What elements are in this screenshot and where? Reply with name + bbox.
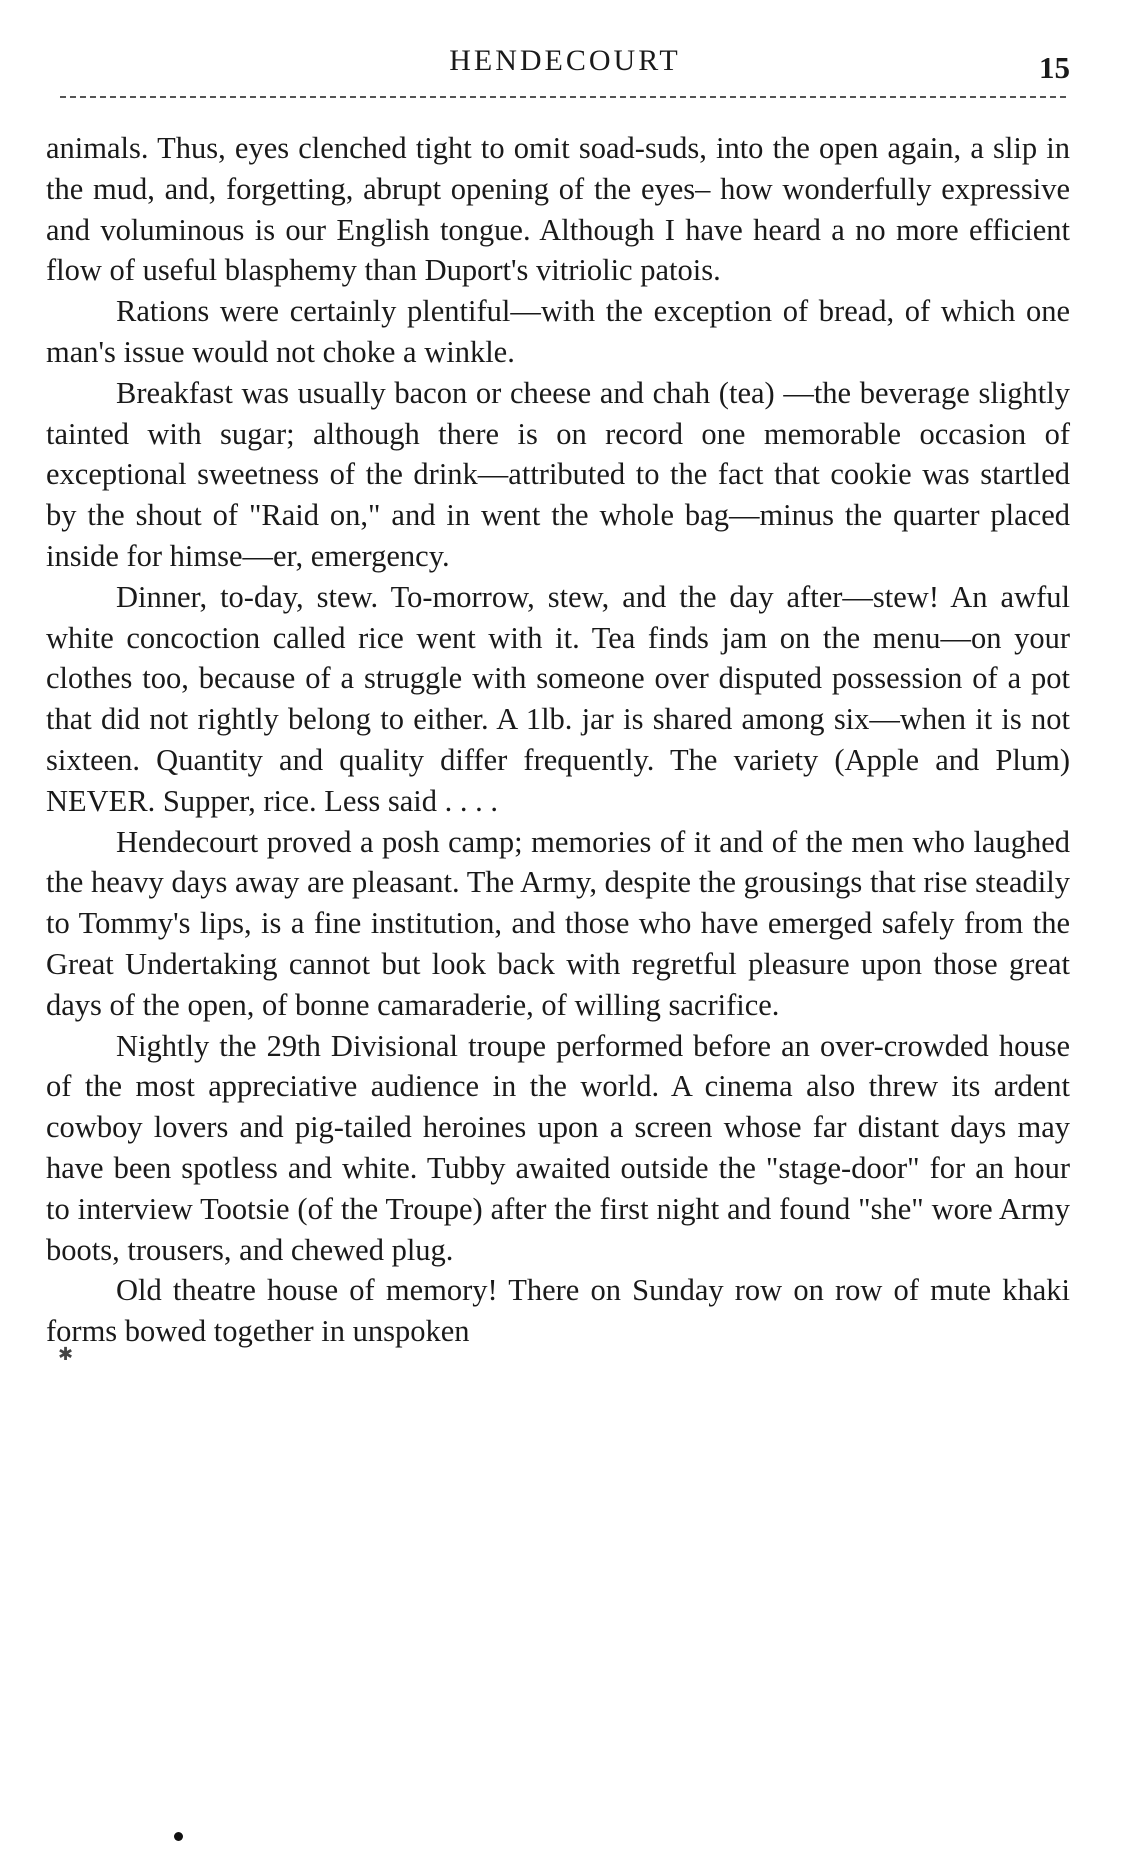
header-divider — [60, 96, 1066, 98]
running-head — [60, 44, 1070, 94]
paragraph-6: Nightly the 29th Divisional troupe performed before an over-crowded house of the most appreciative audience in the world. A cinema also threw its ardent cowboy lovers and pig-tailed heroines upon a screen whose far distant days may have been spotless and white. Tubby awaited outside the "stage-door" for an hour to interview Tootsie (of the Troupe) after the first night and found "she" wore Army boots, trousers, and chewed plug. — [46, 1028, 1070, 1267]
paragraph-2: Rations were certainly plentiful—with the exception of bread, of which one man's issue would not choke a winkle. — [46, 294, 1070, 369]
paragraph-3: Breakfast was usually bacon or cheese and chah (tea) —the beverage slightly tainted with sugar; although there is on record one memorable occasion of exceptional sweetness of the drink—attributed to the fact that cookie was startled by the shout of "Raid on," and in went the whole bag—minus the quarter placed inside for himse—er, emergency. — [46, 375, 1070, 573]
printer-mark-icon: ✱ — [58, 1344, 74, 1365]
paragraph-5: Hendecourt proved a posh camp; memories of it and of the men who laughed the heavy days away are pleasant. The Army, despite the grousings that rise steadily to Tommy's lips, is a fine institution, and those who have emerged safely from the Great Undertaking cannot but look back with regretful pleasure upon those great days of the open, of bonne camaraderie, of willing sacrifice. — [46, 824, 1070, 1022]
body-text — [46, 128, 1070, 1352]
paragraph-7: Old theatre house of memory! There on Sunday row on row of mute khaki forms bowed together in unspoken — [46, 1273, 1070, 1349]
paragraph-1: animals. Thus, eyes clenched tight to omit soad-suds, into the open again, a slip in the mud, and, forgetting, abrupt opening of the eyes– how wonderfully expressive and voluminous is our English tongue. Although I have heard a no more efficient flow of useful blasphemy than Duport's vitriolic patois. — [46, 131, 1070, 288]
ink-dot-mark — [174, 1832, 183, 1841]
page-number: 15 — [1039, 50, 1070, 85]
paragraph-4: Dinner, to-day, stew. To-morrow, stew, and the day after—stew! An awful white concoction called rice went with it. Tea finds jam on the menu—on your clothes too, because of a struggle with someone over disputed possession of a pot that did not rightly belong to either. A 1lb. jar is shared among six—when it is not sixteen. Quantity and quality differ frequently. The variety (Apple and Plum) NEVER. Supper, rice. Less said . . . . — [46, 579, 1070, 818]
running-title: HENDECOURT — [449, 44, 681, 77]
